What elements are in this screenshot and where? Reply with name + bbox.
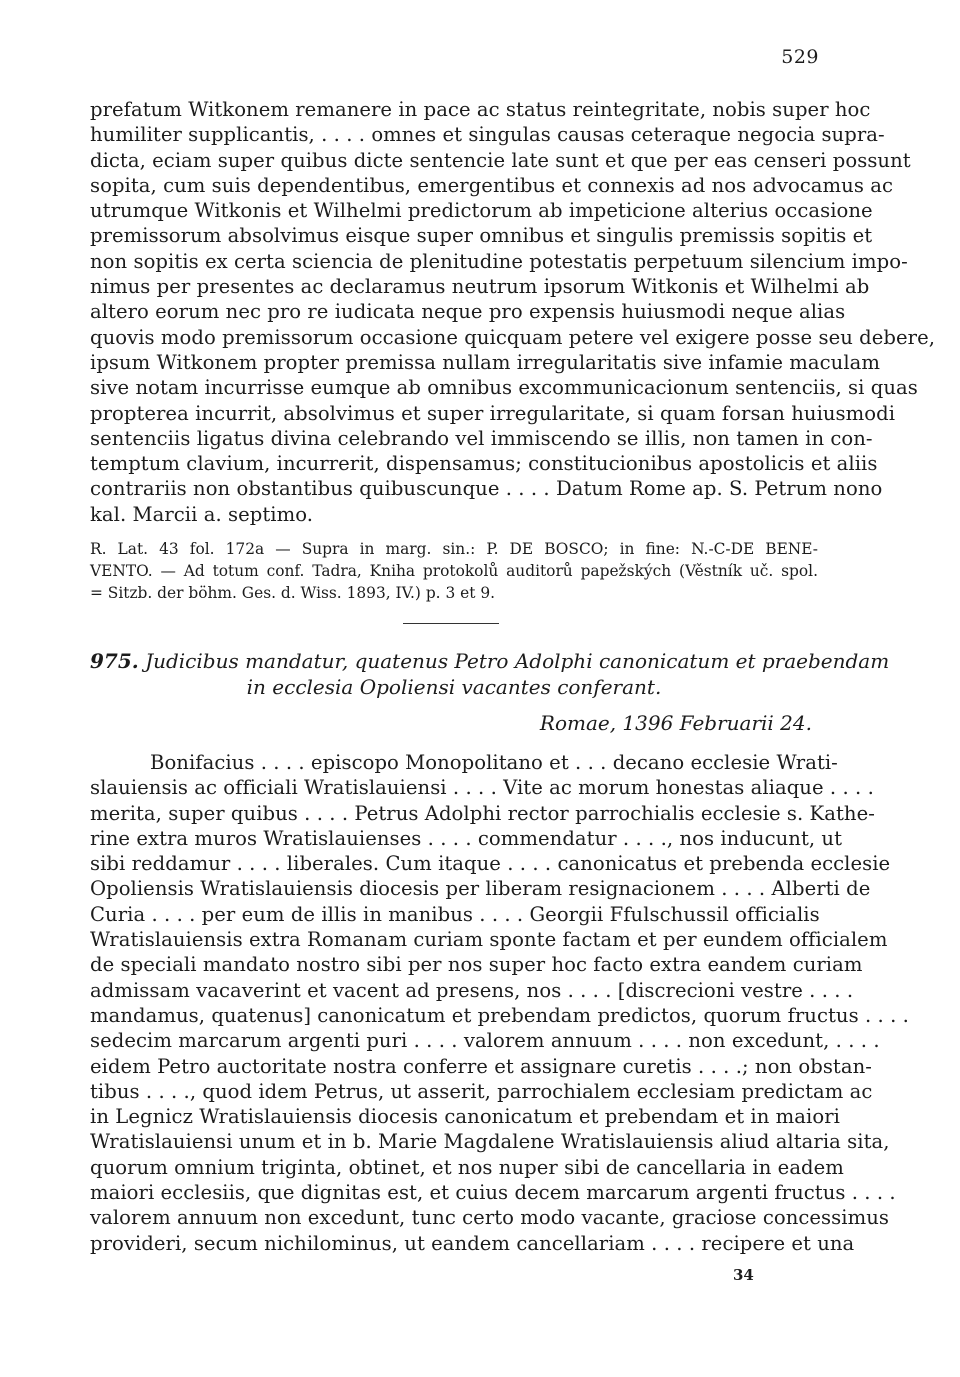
text-line: quovis modo premissorum occasione quicquam petere vel exigere posse seu debere, — [90, 325, 935, 349]
text-line: ipsum Witkonem propter premissa nullam irregularitatis sive infamie maculam — [90, 350, 881, 374]
text-line: slauiensis ac officiali Wratislauiensi . . . . Vite ac morum honestas aliaque . . . . — [90, 776, 874, 800]
source-note — [90, 538, 818, 604]
text-line: Wratislauiensi unum et in b. Marie Magdalene Wratislauiensis aliud altaria sita, — [90, 1130, 890, 1154]
text-line: tibus . . . ., quod idem Petrus, ut asserit, parrochialem ecclesiam predictam ac — [90, 1079, 873, 1103]
text-line: mandamus, quatenus] canonicatum et prebendam predictos, quorum fructus . . . . — [90, 1003, 909, 1027]
text-line: humiliter supplicantis, . . . . omnes et singulas causas ceteraque negocia supra- — [90, 123, 885, 147]
document-number: 975. — [90, 649, 139, 673]
text-line: quorum omnium triginta, obtinet, et nos nuper sibi de cancellaria in eadem — [90, 1155, 844, 1179]
text-line: valorem annuum non excedunt, tunc certo modo vacante, graciose concessimus — [90, 1206, 889, 1230]
text-line: de speciali mandato nostro sibi per nos super hoc facto extra eandem curiam — [90, 953, 863, 977]
note-line: R. Lat. 43 fol. 172a — Supra in marg. sin.: P. DE BOSCO; in fine: N.-C-DE BENE- — [90, 540, 818, 558]
text-line: sibi reddamur . . . . liberales. Cum itaque . . . . canonicatus et prebenda ecclesie — [90, 852, 891, 876]
text-line: Wratislauiensis extra Romanam curiam sponte factam et per eundem officialem — [90, 928, 888, 952]
text-line: propterea incurrit, absolvimus et super irregularitate, si quam forsan huiusmodi — [90, 401, 896, 425]
text-line: admissam vacaverint et vacent ad presens, nos . . . . [discrecioni vestre . . . . — [90, 978, 854, 1002]
text-line: merita, super quibus . . . . Petrus Adolphi rector parrochialis ecclesie s. Kathe- — [90, 801, 875, 825]
text-line: eidem Petro auctoritate nostra conferre et assignare curetis . . . .; non obstan- — [90, 1054, 872, 1078]
signature-mark: 34 — [733, 1266, 754, 1284]
text-line: in Legnicz Wratislauiensis diocesis canonicatum et prebendam et in maiori — [90, 1105, 840, 1129]
text-line: premissorum absolvimus eisque super omnibus et singulis premissis sopitis et — [90, 224, 873, 248]
text-line: contrariis non obstantibus quibuscunque . . . . Datum Rome ap. S. Petrum nono — [90, 477, 883, 501]
text-line: utrumque Witkonis et Wilhelmi predictorum ab impeticione alterius occasione — [90, 199, 873, 223]
page-number: 529 — [781, 46, 819, 68]
continued-text — [90, 97, 935, 527]
text-line: kal. Marcii a. septimo. — [90, 502, 314, 526]
text-line: rine extra muros Wratislauienses . . . . commendatur . . . ., nos inducunt, ut — [90, 826, 843, 850]
dateline: Romae, 1396 Februarii 24. — [539, 711, 812, 735]
text-line: dicta, eciam super quibus dicte sentencie late sunt et que per eas censeri possunt — [90, 148, 911, 172]
text-line: altero eorum nec pro re iudicata neque pro expensis huiusmodi neque alias — [90, 300, 846, 324]
text-line: Opoliensis Wratislauiensis diocesis per liberam resignacionem . . . . Alberti de — [90, 877, 871, 901]
text-line: temptum clavium, incurrerit, dispensamus; constitucionibus apostolicis et aliis — [90, 452, 878, 476]
note-line: = Sitzb. der böhm. Ges. d. Wiss. 1893, IV.) p. 3 et 9. — [90, 584, 496, 602]
text-line: sentenciis ligatus divina celebrando vel immiscendo se illis, non tamen in con- — [90, 426, 873, 450]
note-line: VENTO. — Ad totum conf. Tadra, Kniha protokolů auditorů papežských (Věstník uč. spol. — [90, 562, 818, 580]
text-line: Bonifacius . . . . episcopo Monopolitano et . . . decano ecclesie Wrati- — [150, 751, 838, 774]
text-line: nimus per presentes ac declaramus neutrum ipsorum Witkonis et Wilhelmi ab — [90, 275, 870, 299]
document-text — [90, 750, 909, 1256]
text-line: Curia . . . . per eum de illis in manibus . . . . Georgii Ffulschussil officialis — [90, 902, 820, 926]
document-heading-continued: in ecclesia Opoliensi vacantes conferant. — [246, 675, 662, 699]
document-heading — [90, 648, 890, 674]
text-line: maiori ecclesiis, que dignitas est, et cuius decem marcarum argenti fructus . . . . — [90, 1181, 896, 1205]
text-line: provideri, secum nichilominus, ut eandem cancellariam . . . . recipere et una — [90, 1231, 855, 1255]
text-line: sedecim marcarum argenti puri . . . . valorem annuum . . . . non excedunt, . . . . — [90, 1029, 880, 1053]
text-line: prefatum Witkonem remanere in pace ac status reintegritate, nobis super hoc — [90, 98, 871, 121]
section-divider — [403, 623, 499, 624]
text-line: sopita, cum suis dependentibus, emergentibus et connexis ad nos advocamus ac — [90, 173, 893, 197]
text-line: non sopitis ex certa sciencia de plenitudine potestatis perpetuum silencium impo- — [90, 249, 908, 273]
heading-text: Judicibus mandatur, quatenus Petro Adolphi canonicatum et praebendam — [145, 649, 890, 673]
text-line: sive notam incurrisse eumque ab omnibus excommunicacionum sentenciis, si quas — [90, 376, 918, 400]
